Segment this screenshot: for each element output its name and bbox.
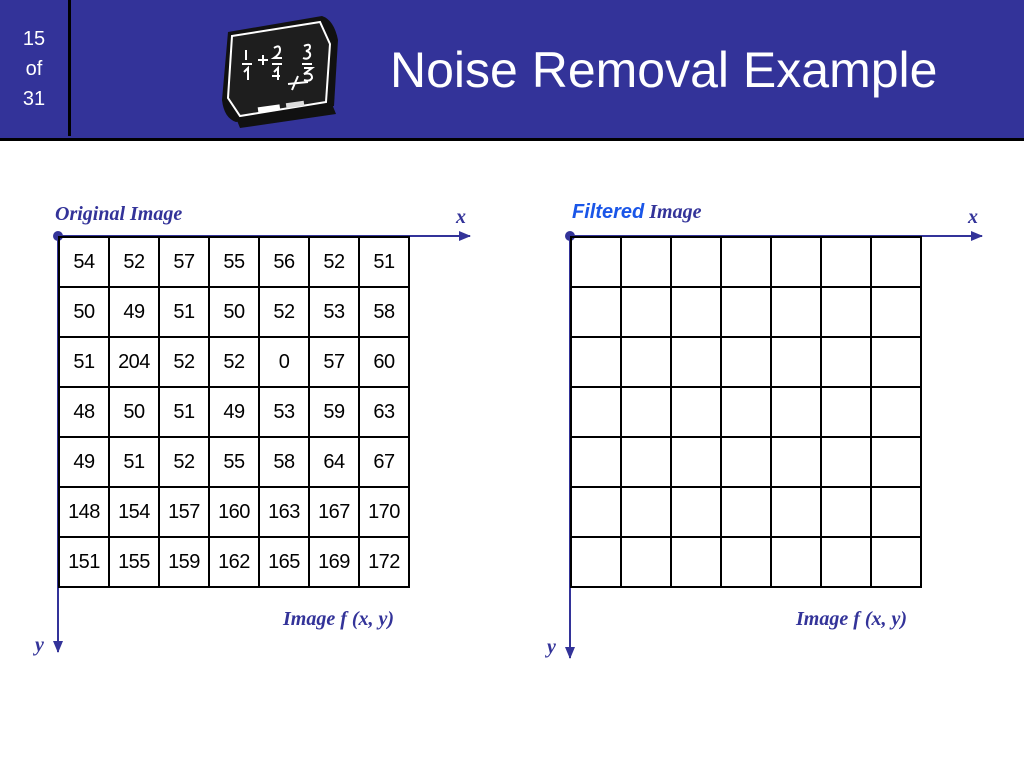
filtered-grid-cell (571, 337, 621, 387)
filtered-grid-row (571, 437, 921, 487)
original-grid-cell: 155 (109, 537, 159, 587)
filtered-grid-cell (571, 437, 621, 487)
original-grid-cell: 170 (359, 487, 409, 537)
original-grid-cell: 52 (209, 337, 259, 387)
filtered-grid-cell (821, 537, 871, 587)
filtered-grid-cell (821, 287, 871, 337)
filtered-grid-cell (621, 287, 671, 337)
filtered-grid-cell (871, 287, 921, 337)
slide-total: 31 (22, 88, 46, 110)
original-grid-cell: 56 (259, 237, 309, 287)
original-image-label: Original Image (55, 203, 183, 225)
y-axis-label-left: y (35, 634, 44, 656)
original-grid-row (59, 537, 409, 587)
original-grid-cell: 58 (259, 437, 309, 487)
filtered-grid-cell (671, 437, 721, 487)
original-grid-cell: 160 (209, 487, 259, 537)
original-grid-row (59, 387, 409, 437)
original-grid-cell: 51 (109, 437, 159, 487)
original-grid-row (59, 287, 409, 337)
original-grid-cell: 159 (159, 537, 209, 587)
filtered-grid-cell (571, 537, 621, 587)
original-grid-cell: 151 (59, 537, 109, 587)
original-grid-cell: 60 (359, 337, 409, 387)
original-grid-cell: 51 (59, 337, 109, 387)
original-grid-cell: 49 (209, 387, 259, 437)
original-grid-cell: 53 (259, 387, 309, 437)
filtered-grid-cell (871, 437, 921, 487)
original-grid-row (59, 237, 409, 287)
original-grid-cell: 54 (59, 237, 109, 287)
original-grid-cell: 55 (209, 237, 259, 287)
filtered-grid-cell (821, 387, 871, 437)
original-grid-cell: 49 (109, 287, 159, 337)
filtered-grid-row (571, 237, 921, 287)
filtered-grid-cell (721, 337, 771, 387)
filtered-grid-cell (871, 387, 921, 437)
original-grid-cell: 50 (209, 287, 259, 337)
page-title: Noise Removal Example (390, 42, 938, 98)
original-grid-cell: 52 (159, 437, 209, 487)
filtered-grid-cell (671, 337, 721, 387)
filtered-grid-cell (771, 237, 821, 287)
filtered-grid-cell (671, 287, 721, 337)
filtered-grid-cell (771, 437, 821, 487)
original-grid-cell: 162 (209, 537, 259, 587)
original-grid-cell: 64 (309, 437, 359, 487)
original-grid-cell: 51 (159, 287, 209, 337)
original-grid-cell: 63 (359, 387, 409, 437)
original-grid-row (59, 437, 409, 487)
filtered-grid-cell (771, 287, 821, 337)
filtered-grid-cell (571, 487, 621, 537)
original-grid-cell: 51 (359, 237, 409, 287)
filtered-grid-cell (771, 387, 821, 437)
filtered-grid-cell (721, 387, 771, 437)
original-grid-cell: 57 (309, 337, 359, 387)
filtered-grid-cell (621, 537, 671, 587)
original-grid-cell: 52 (159, 337, 209, 387)
x-axis-label-right: x (968, 206, 978, 228)
original-grid-cell: 52 (109, 237, 159, 287)
original-grid-cell: 67 (359, 437, 409, 487)
filtered-grid-cell (571, 287, 621, 337)
filtered-grid-row (571, 337, 921, 387)
filtered-image-label (572, 201, 701, 224)
filtered-grid-cell (771, 337, 821, 387)
filtered-grid-cell (821, 237, 871, 287)
filtered-grid-cell (671, 237, 721, 287)
original-grid-cell: 148 (59, 487, 109, 537)
image-caption-left: Image f (x, y) (283, 608, 395, 630)
filtered-grid-cell (621, 437, 671, 487)
original-image-grid (58, 236, 410, 588)
filtered-grid-cell (721, 537, 771, 587)
original-grid-cell: 204 (109, 337, 159, 387)
original-grid-cell: 58 (359, 287, 409, 337)
filtered-grid-cell (621, 337, 671, 387)
filtered-grid-row (571, 287, 921, 337)
filtered-grid-cell (671, 487, 721, 537)
filtered-grid-cell (821, 437, 871, 487)
original-grid-cell: 163 (259, 487, 309, 537)
original-grid-cell: 49 (59, 437, 109, 487)
filtered-grid-row (571, 537, 921, 587)
filtered-grid-cell (671, 537, 721, 587)
filtered-grid-cell (621, 387, 671, 437)
filtered-grid-cell (621, 237, 671, 287)
original-grid-cell: 154 (109, 487, 159, 537)
original-grid-cell: 51 (159, 387, 209, 437)
filtered-grid-cell (721, 487, 771, 537)
filtered-grid-cell (821, 487, 871, 537)
filtered-grid-cell (721, 237, 771, 287)
original-grid-cell: 165 (259, 537, 309, 587)
original-grid-cell: 48 (59, 387, 109, 437)
filtered-grid-cell (721, 287, 771, 337)
filtered-grid-cell (771, 537, 821, 587)
filtered-grid-cell (771, 487, 821, 537)
slide-number: 15 (22, 28, 46, 50)
original-grid-row (59, 487, 409, 537)
original-grid-cell: 50 (59, 287, 109, 337)
original-grid-cell: 55 (209, 437, 259, 487)
filtered-grid-cell (871, 237, 921, 287)
filtered-grid-cell (821, 337, 871, 387)
filtered-grid-cell (571, 387, 621, 437)
filtered-grid-cell (871, 537, 921, 587)
original-grid-cell: 52 (309, 237, 359, 287)
original-grid-cell: 59 (309, 387, 359, 437)
filtered-image-rest: Image (644, 201, 702, 223)
filtered-grid-cell (621, 487, 671, 537)
original-grid-cell: 53 (309, 287, 359, 337)
y-axis-label-right: y (547, 636, 556, 658)
original-grid-cell: 52 (259, 287, 309, 337)
filtered-grid-cell (721, 437, 771, 487)
original-grid-cell: 172 (359, 537, 409, 587)
original-grid-cell: 167 (309, 487, 359, 537)
original-grid-cell: 157 (159, 487, 209, 537)
filtered-grid-cell (571, 237, 621, 287)
filtered-grid-cell (671, 387, 721, 437)
original-grid-cell: 50 (109, 387, 159, 437)
filtered-image-grid (570, 236, 922, 588)
filtered-word: Filtered (572, 201, 645, 223)
filtered-grid-cell (871, 487, 921, 537)
original-grid-cell: 169 (309, 537, 359, 587)
original-grid-row (59, 337, 409, 387)
filtered-grid-cell (871, 337, 921, 387)
x-axis-label-left: x (456, 206, 466, 228)
filtered-grid-row (571, 387, 921, 437)
filtered-grid-row (571, 487, 921, 537)
original-grid-cell: 57 (159, 237, 209, 287)
image-caption-right: Image f (x, y) (796, 608, 908, 630)
slide-of: of (25, 58, 43, 80)
original-grid-cell: 0 (259, 337, 309, 387)
